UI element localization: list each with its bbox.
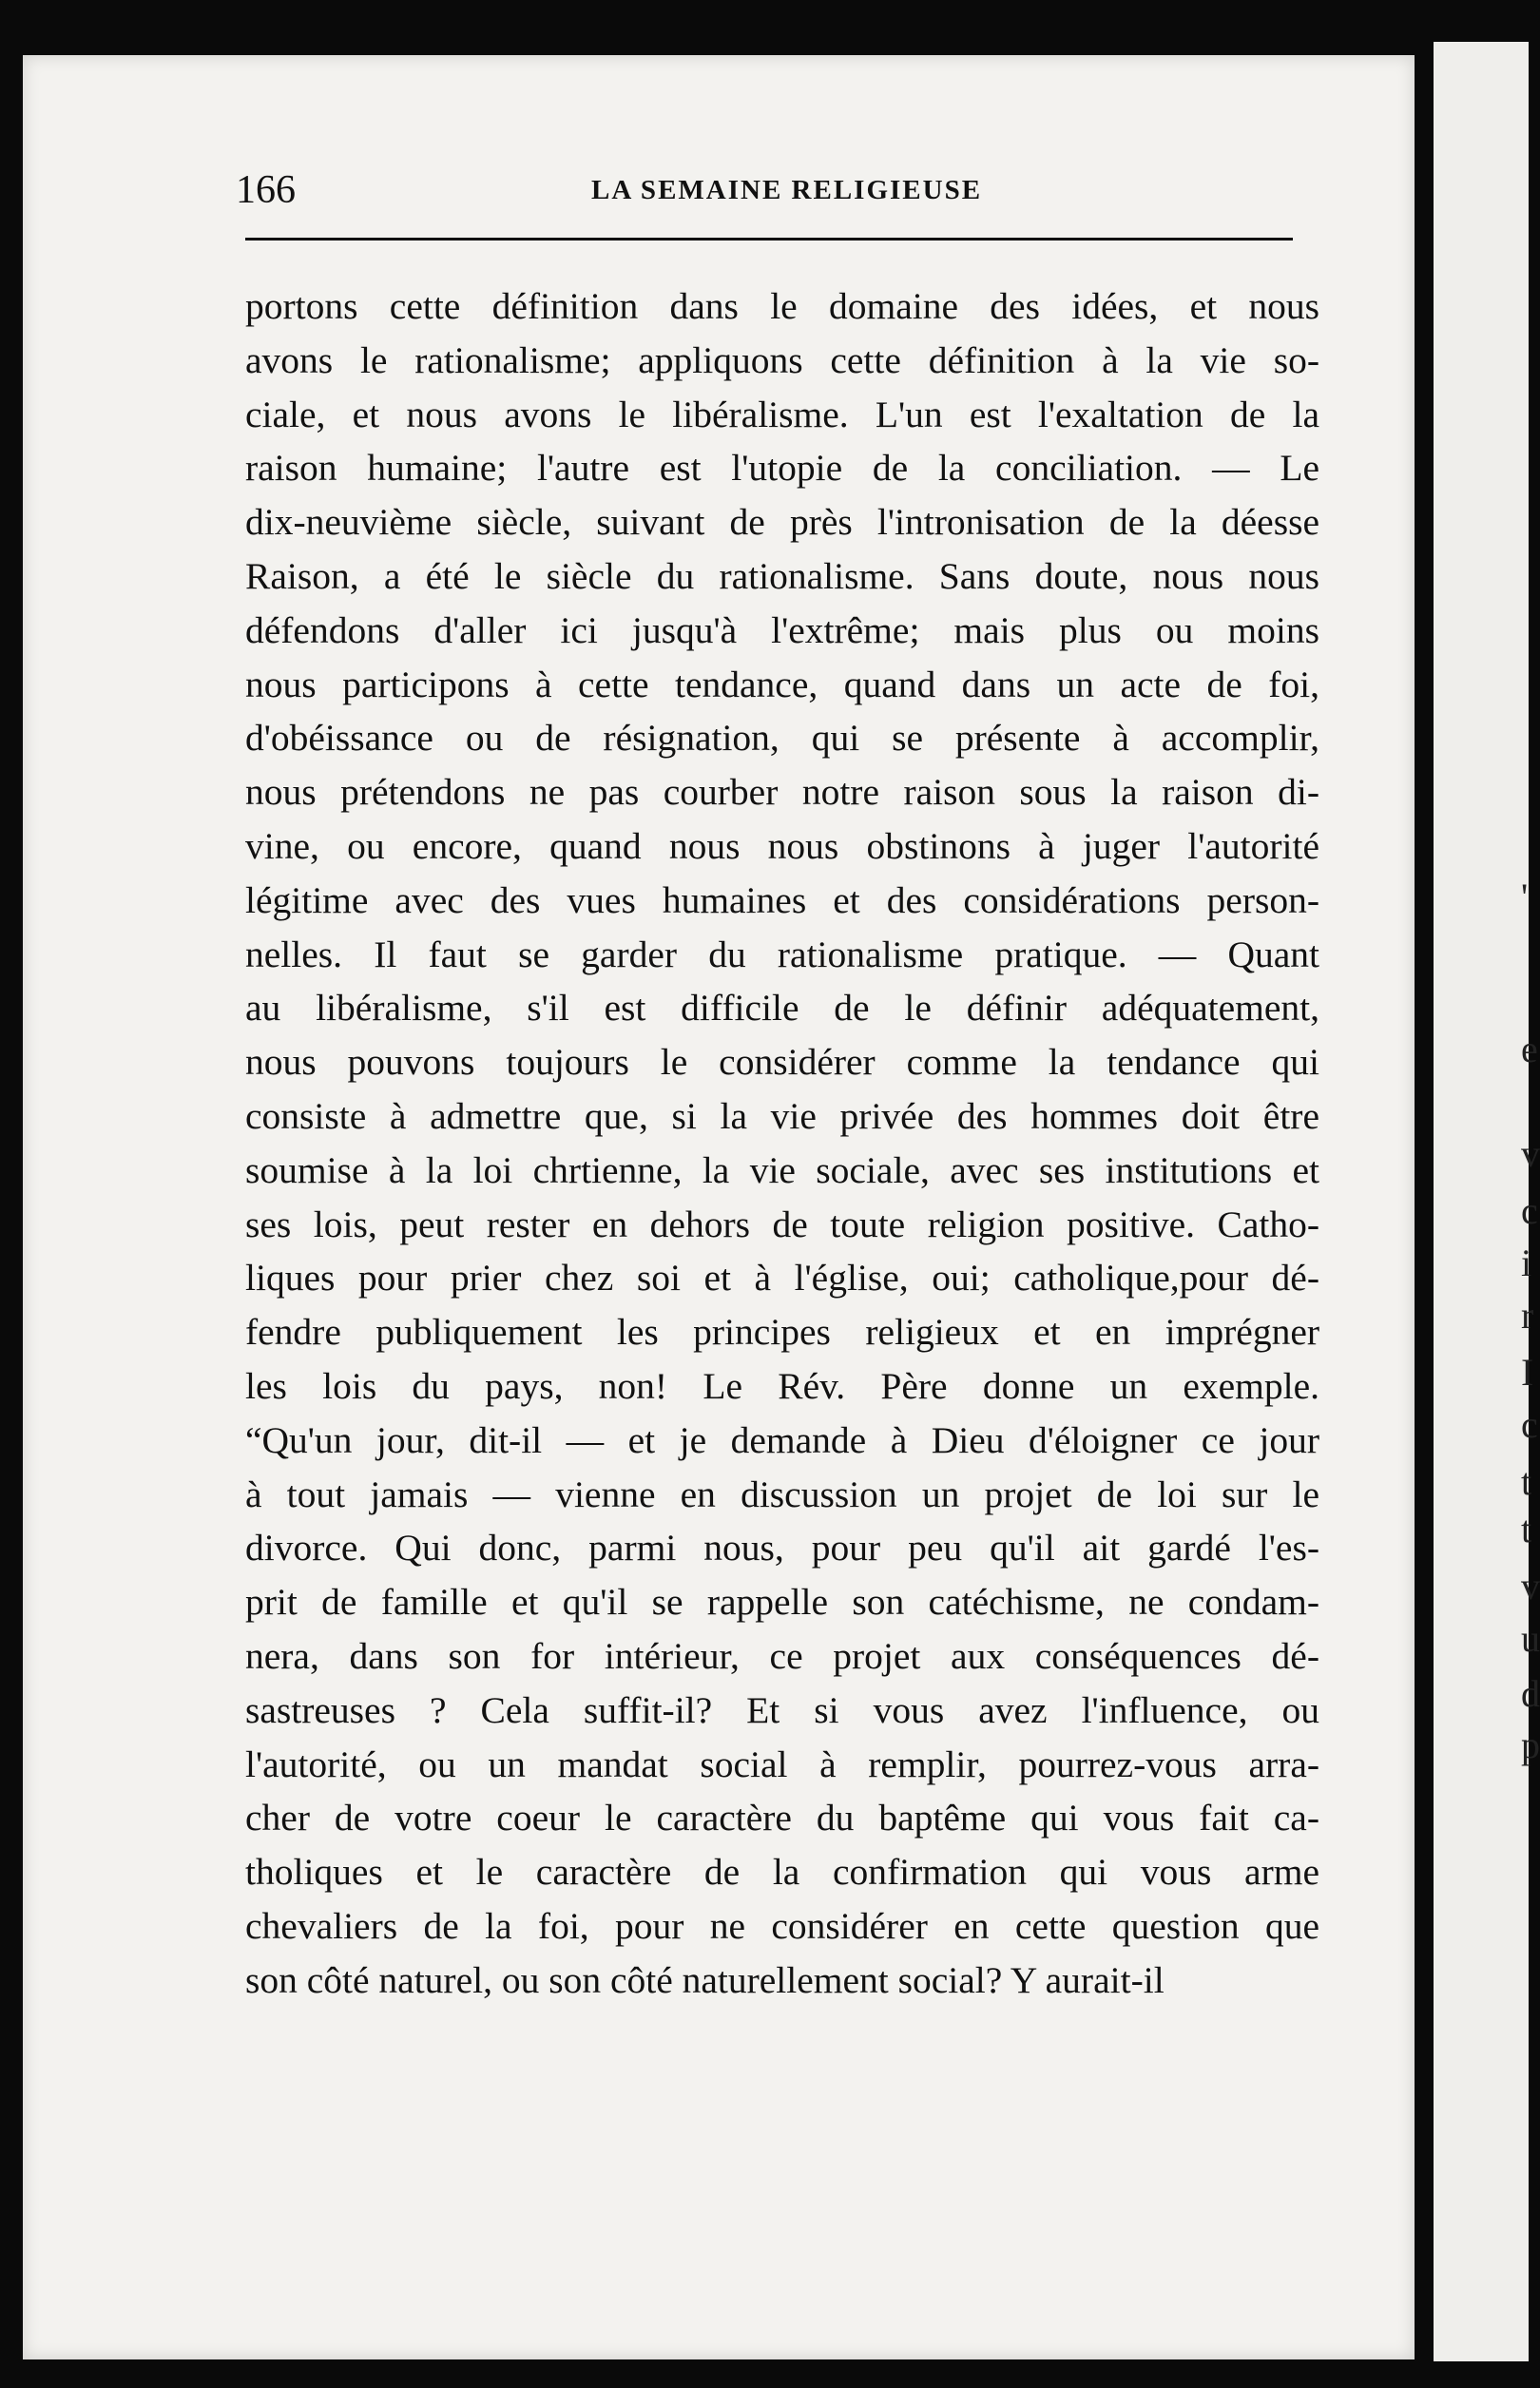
next-page-fragment: u <box>1521 1617 1540 1660</box>
next-page-fragment: v <box>1521 1132 1540 1175</box>
next-page-fragment: ' <box>1521 876 1529 918</box>
next-page-fragment: v <box>1521 1565 1540 1608</box>
next-page-fragment: p <box>1521 1724 1540 1766</box>
text-line: divorce. Qui donc, parmi nous, pour peu qu'il ait gardé l'es- <box>245 1527 1319 1570</box>
text-line: vine, ou encore, quand nous nous obstinons à juger l'autorité <box>245 824 1319 867</box>
text-line: ciale, et nous avons le libéralisme. L'un est l'exaltation de la <box>245 393 1319 435</box>
text-line: défendons d'aller ici jusqu'à l'extrême; mais plus ou moins <box>245 608 1319 651</box>
text-line: Raison, a été le siècle du rationalisme. Sans doute, nous nous <box>245 554 1319 597</box>
text-line: tholiques et le caractère de la confirmation qui vous arme <box>245 1851 1319 1894</box>
next-page-fragment: c <box>1521 1189 1538 1232</box>
running-head: LA SEMAINE RELIGIEUSE <box>591 175 983 205</box>
next-page-fragment: t <box>1521 1460 1532 1503</box>
text-line: chevaliers de la foi, pour ne considérer en cette question que <box>245 1904 1319 1947</box>
text-line: au libéralisme, s'il est difficile de le définir adéquatement, <box>245 987 1319 1030</box>
body-text <box>245 279 1319 2008</box>
text-line: nous pouvons toujours le considérer comme la tendance qui <box>245 1041 1319 1084</box>
page-header <box>221 167 1295 217</box>
text-line: liques pour prier chez soi et à l'église, oui; catholique,pour dé- <box>245 1257 1319 1300</box>
text-line: consiste à admettre que, si la vie privée des hommes doit être <box>245 1094 1319 1137</box>
header-rule <box>245 238 1293 241</box>
text-line: ses lois, peut rester en dehors de toute religion positive. Catho- <box>245 1203 1319 1245</box>
text-line: raison humaine; l'autre est l'utopie de la conciliation. — Le <box>245 447 1319 490</box>
next-page-fragment: d <box>1521 1672 1540 1715</box>
text-line: soumise à la loi chrtienne, la vie sociale, avec ses institutions et <box>245 1148 1319 1191</box>
text-line: à tout jamais — vienne en discussion un projet de loi sur le <box>245 1473 1319 1515</box>
text-line: “Qu'un jour, dit-il — et je demande à Dieu d'éloigner ce jour <box>245 1418 1319 1461</box>
next-page-fragment: c <box>1521 1403 1538 1446</box>
text-line: nera, dans son for intérieur, ce projet aux conséquences dé- <box>245 1634 1319 1677</box>
text-line: nous participons à cette tendance, quand dans un acte de foi, <box>245 663 1319 705</box>
text-line: les lois du pays, non! Le Rév. Père donne un exemple. <box>245 1364 1319 1407</box>
text-line: dix-neuvième siècle, suivant de près l'intronisation de la déesse <box>245 501 1319 544</box>
next-page-fragment: i <box>1521 1242 1532 1284</box>
text-line: l'autorité, ou un mandat social à remplir, pourrez-vous arra- <box>245 1743 1319 1785</box>
adjacent-page-edge <box>1434 42 1540 2361</box>
next-page-fragment: I <box>1521 1351 1534 1394</box>
text-line: portons cette définition dans le domaine des idées, et nous <box>245 285 1319 327</box>
next-page-fragment: t <box>1521 1508 1532 1550</box>
text-line: d'obéissance ou de résignation, qui se présente à accomplir, <box>245 717 1319 760</box>
next-page-fragment: e <box>1521 1028 1538 1070</box>
text-line: fendre publiquement les principes religieux et en imprégner <box>245 1311 1319 1354</box>
text-line: avons le rationalisme; appliquons cette définition à la vie so- <box>245 338 1319 381</box>
text-line: nous prétendons ne pas courber notre raison sous la raison di- <box>245 771 1319 814</box>
next-page-fragment: r <box>1521 1294 1534 1337</box>
text-line: son côté naturel, ou son côté naturellement social? Y aurait-il <box>245 1958 1165 2001</box>
text-line: nelles. Il faut se garder du rationalisme pratique. — Quant <box>245 933 1319 975</box>
text-line: cher de votre coeur le caractère du baptême qui vous fait ca- <box>245 1797 1319 1839</box>
text-line: prit de famille et qu'il se rappelle son catéchisme, ne condam- <box>245 1581 1319 1624</box>
text-line: sastreuses ? Cela suffit-il? Et si vous avez l'influence, ou <box>245 1688 1319 1731</box>
text-line: légitime avec des vues humaines et des considérations person- <box>245 878 1319 921</box>
page-number: 166 <box>236 168 296 212</box>
